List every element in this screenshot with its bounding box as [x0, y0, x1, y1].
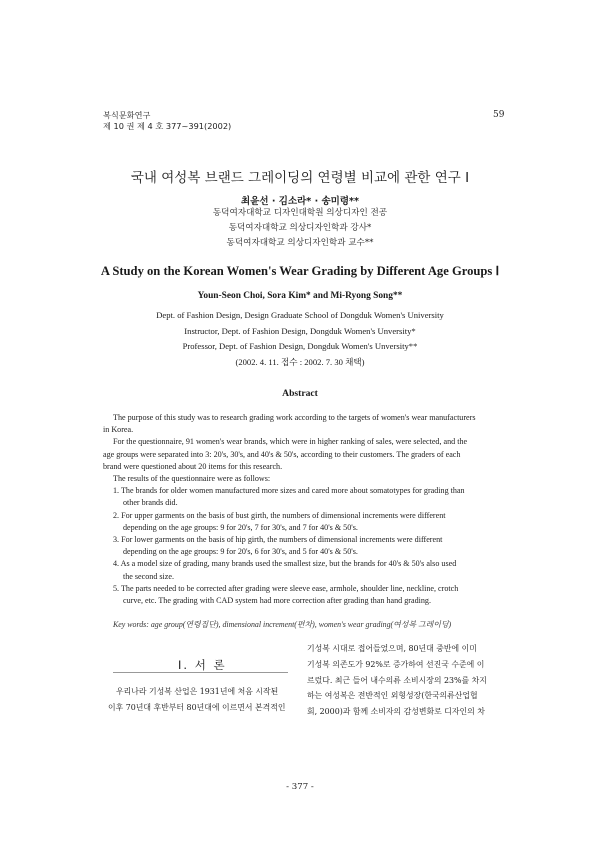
- body-column-right: [307, 641, 507, 720]
- authors-korean: 최윤선 · 김소라* · 송미령**: [241, 196, 359, 207]
- result-item-3: 3. For lower garments on the basis of hip girth, the numbers of dimensional increments were different: [113, 535, 443, 545]
- abstract-line: The purpose of this study was to research grading work according to the targets of women's wear manufacturers: [113, 413, 476, 422]
- body-line: 이후 70년대 후반부터 80년대에 이르면서 본격적인: [108, 702, 286, 712]
- body-column-left: [108, 684, 292, 716]
- result-item-4: 4. As a model size of grading, many brands used the smallest size, but the brands for 40's & 50's also used: [113, 559, 457, 569]
- received-accepted-dates: (2002. 4. 11. 접수 : 2002. 7. 30 채택): [235, 356, 365, 367]
- journal-header: [103, 110, 231, 132]
- affiliations-korean: [0, 206, 600, 251]
- title-english: A Study on the Korean Women's Wear Grading by Different Age Groups Ⅰ: [100, 264, 500, 278]
- affiliation-en-2: Instructor, Dept. of Fashion Design, Dongduk Women's Unversity*: [184, 325, 416, 336]
- body-line: 기성복 의존도가 92%로 증가하여 선진국 수준에 이: [307, 659, 485, 669]
- title-korean: 국내 여성복 브랜드 그레이딩의 연령별 비교에 관한 연구 Ⅰ: [130, 170, 470, 186]
- body-line: 르렀다. 최근 들어 내수의류 소비시장의 23%를 차지: [307, 675, 487, 685]
- page-number: 59: [493, 110, 505, 120]
- result-item-1: 1. The brands for older women manufactured more sizes and cared more about somatotypes for grading than: [113, 486, 465, 496]
- result-item-5-cont: curve, etc. The grading with CAD system had more correction after grading than hand grading.: [123, 596, 431, 606]
- body-line: 기성복 시대로 접어들었으며, 80년대 중반에 이미: [307, 644, 477, 653]
- body-line: 우리나라 기성복 산업은 1931년에 처음 시작된: [116, 687, 279, 696]
- result-item-2-cont: depending on the age groups: 9 for 20's, 7 for 30's, and 7 for 40's & 50's.: [123, 522, 358, 532]
- abstract-line: The results of the questionnaire were as follows:: [113, 474, 271, 484]
- body-line: 하는 여성복은 전반적인 외형성장(한국의류산업협: [307, 691, 478, 701]
- page-footer: - 377 -: [286, 782, 314, 792]
- abstract-heading: Abstract: [282, 388, 318, 399]
- affiliations-english: [0, 308, 600, 370]
- journal-name: 복식문화연구: [103, 110, 151, 120]
- affiliation-ko-2: 동덕여자대학교 의상디자인학과 강사*: [228, 223, 372, 233]
- abstract-line: in Korea.: [103, 425, 134, 435]
- abstract-line: For the questionnaire, 91 women's wear brands, which were in higher ranking of sales, were selected, and the: [113, 437, 468, 447]
- result-item-3-cont: depending on the age groups: 9 for 20's, 6 for 30's, and 5 for 40's & 50's.: [123, 547, 358, 557]
- body-line: 회, 2000)과 함께 소비자의 감성변화로 디자인의 차: [307, 707, 485, 717]
- abstract-body: [103, 412, 503, 607]
- keywords: Key words: age group(연령집단), dimensional increment(편차), women's wear grading(여성복 그레이딩): [113, 620, 452, 629]
- result-item-2: 2. For upper garments on the basis of bust girth, the numbers of dimensional increments were different: [113, 510, 446, 520]
- affiliation-en-1: Dept. of Fashion Design, Design Graduate School of Dongduk Women's University: [156, 310, 444, 320]
- affiliation-ko-3: 동덕여자대학교 의상디자인학과 교수**: [226, 238, 374, 248]
- journal-volume: 제 10 권 제 4 호 377~391(2002): [103, 121, 232, 131]
- section-title-introduction: Ⅰ. 서 론: [178, 658, 227, 672]
- result-item-4-cont: the second size.: [123, 571, 175, 581]
- result-item-1-cont: other brands did.: [123, 498, 178, 508]
- authors-english: Youn-Seon Choi, Sora Kim* and Mi-Ryong Song**: [197, 291, 403, 301]
- affiliation-ko-1: 동덕여자대학교 디자인대학원 의상디자인 전공: [212, 208, 388, 218]
- result-item-5: 5. The parts needed to be corrected after grading were sleeve ease, armhole, shoulder line, neckline, crotch: [113, 583, 459, 593]
- abstract-line: age groups were separated into 3: 20's, 30's, and 40's & 50's, according to their customers. The graders of each: [103, 449, 461, 459]
- affiliation-en-3: Professor, Dept. of Fashion Design, Dongduk Women's Unversity**: [182, 341, 418, 351]
- section-divider: [113, 672, 288, 673]
- abstract-line: brand were questioned about 20 items for this research.: [103, 461, 283, 471]
